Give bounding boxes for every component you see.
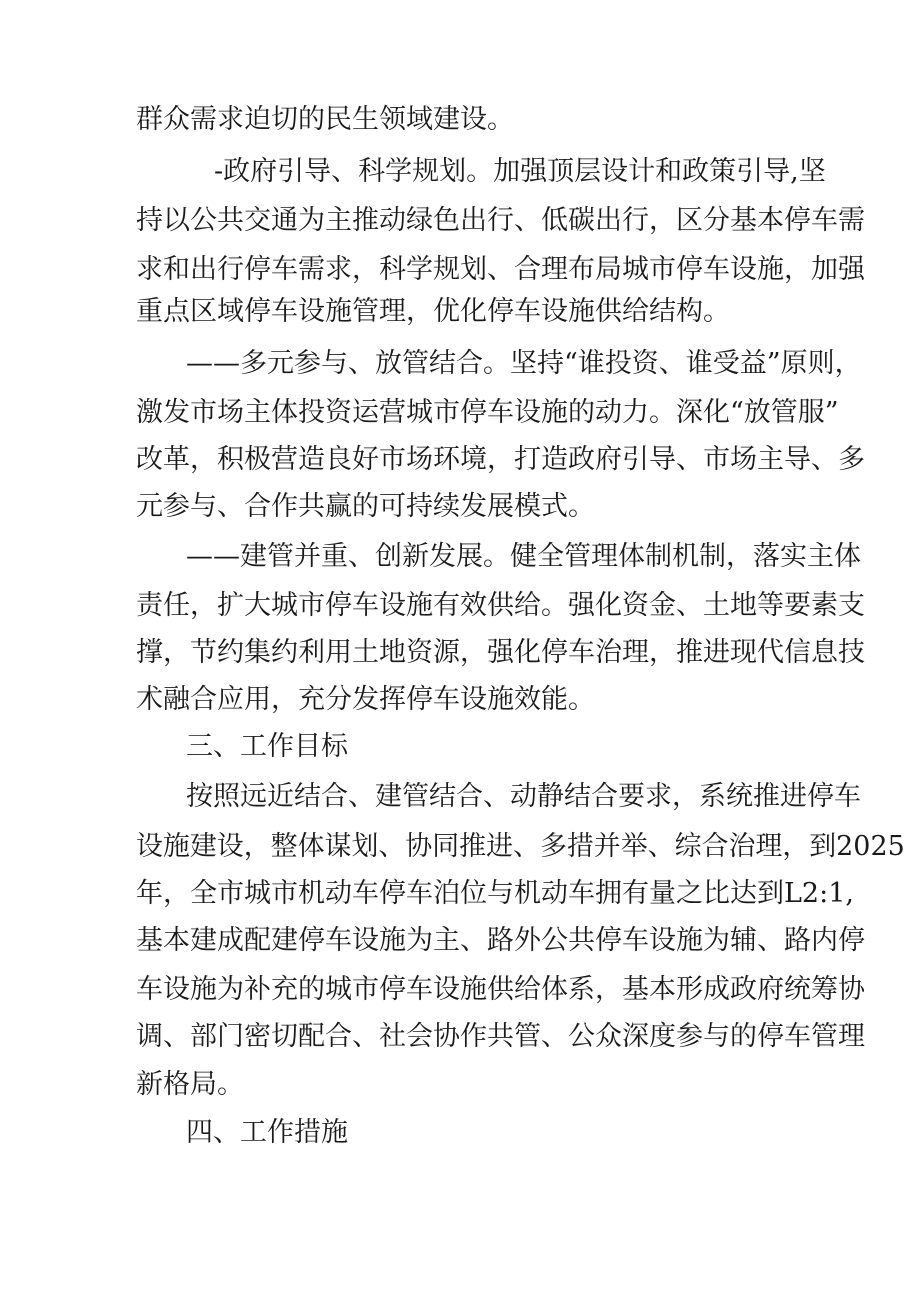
text-line-17: 年，全市城市机动车停车泊位与机动车拥有量之比达到L2:1, bbox=[136, 878, 854, 909]
text-line-19: 车设施为补充的城市停车设施供给体系，基本形成政府统筹协 bbox=[136, 974, 865, 1005]
section-heading-4: 四、工作措施 bbox=[186, 1117, 348, 1148]
text-line-8: 改革，积极营造良好市场环境，打造政府引导、市场主导、多 bbox=[136, 444, 865, 475]
text-line-9: 元参与、合作共赢的可持续发展模式。 bbox=[136, 491, 595, 522]
text-line-7: 激发市场主体投资运营城市停车设施的动力。深化“放管服” bbox=[136, 397, 839, 428]
text-line-5: 重点区域停车设施管理，优化停车设施供给结构。 bbox=[136, 296, 730, 327]
text-line-3: 持以公共交通为主推动绿色出行、低碳出行，区分基本停车需 bbox=[136, 205, 865, 236]
text-line-6: ——多元参与、放管结合。坚持“谁投资、谁受益”原则， bbox=[186, 348, 862, 379]
text-line-15: 按照远近结合、建管结合、动静结合要求，系统推进停车 bbox=[186, 781, 861, 812]
text-line-16: 设施建设，整体谋划、协同推进、多措并举、综合治理，到2025 bbox=[136, 831, 905, 862]
text-line-1: 群众需求迫切的民生领域建设。 bbox=[136, 104, 514, 135]
text-line-21: 新格局。 bbox=[136, 1069, 244, 1100]
text-line-10: ——建管并重、创新发展。健全管理体制机制，落实主体 bbox=[186, 541, 861, 572]
text-line-4: 求和出行停车需求，科学规划、合理布局城市停车设施，加强 bbox=[136, 254, 865, 285]
text-line-11: 责任，扩大城市停车设施有效供给。强化资金、土地等要素支 bbox=[136, 590, 865, 621]
text-line-20: 调、部门密切配合、社会协作共管、公众深度参与的停车管理 bbox=[136, 1021, 865, 1052]
section-heading-3: 三、工作目标 bbox=[186, 731, 348, 762]
text-line-12: 撑，节约集约利用土地资源，强化停车治理，推进现代信息技 bbox=[136, 637, 865, 668]
text-line-18: 基本建成配建停车设施为主、路外公共停车设施为辅、路内停 bbox=[136, 925, 865, 956]
text-line-13: 术融合应用，充分发挥停车设施效能。 bbox=[136, 684, 595, 715]
text-line-2: -政府引导、科学规划。加强顶层设计和政策引导,坚 bbox=[214, 156, 826, 187]
